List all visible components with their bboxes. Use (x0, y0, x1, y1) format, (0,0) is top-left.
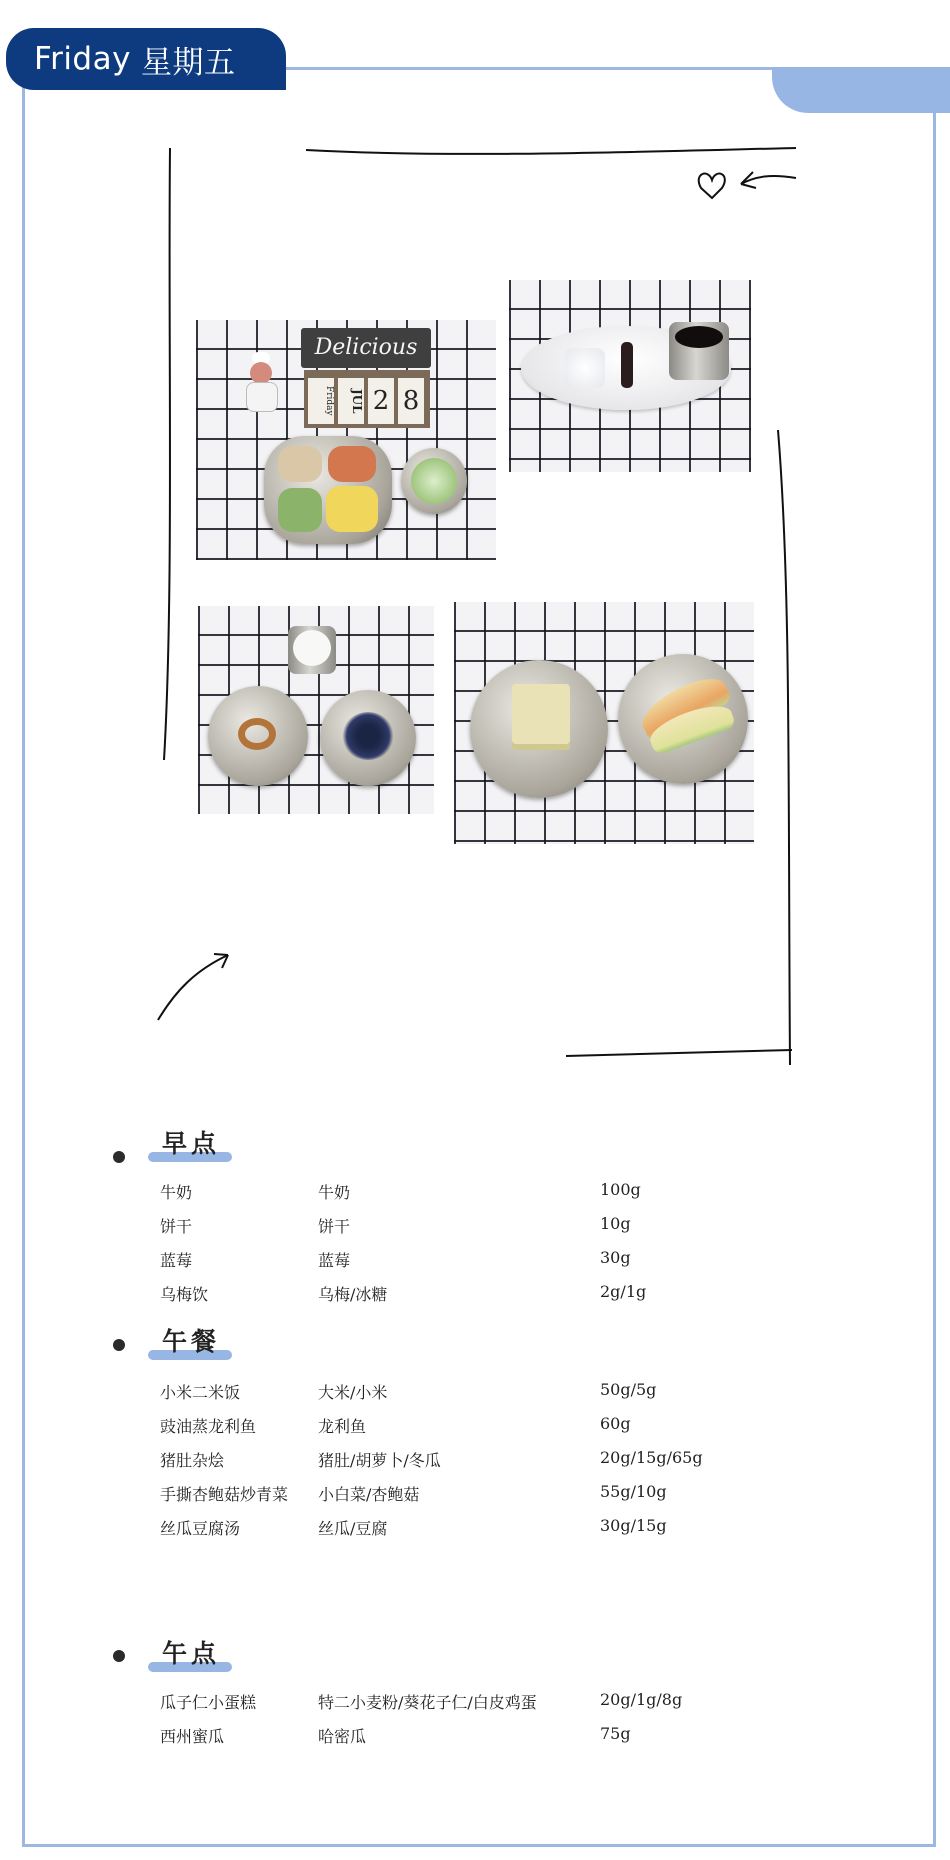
photo-collage (156, 140, 806, 1070)
milk-cup (288, 626, 336, 674)
photo-afternoon-snack (454, 602, 754, 844)
dish-amount: 20g/1g/8g (600, 1690, 683, 1709)
dish-amount: 30g/15g (600, 1516, 667, 1535)
biscuit-plate (208, 686, 308, 786)
calendar-month: JUL (350, 388, 364, 414)
dish-ingredients: 饼干 (318, 1217, 351, 1236)
dish-name: 猪肚杂烩 (160, 1451, 225, 1470)
dish-amount: 60g (600, 1414, 631, 1433)
dish-name: 饼干 (160, 1217, 193, 1236)
dish-ingredients: 龙利鱼 (318, 1417, 367, 1436)
dish-amount: 55g/10g (600, 1482, 667, 1501)
plum-drink-cup (669, 322, 729, 380)
lunch-title-text: 午餐 (162, 1327, 221, 1356)
corner-decoration (772, 67, 950, 113)
dish-name: 手撕杏鲍菇炒青菜 (160, 1485, 289, 1504)
calendar-digit-1: 2 (372, 386, 390, 416)
dish-name: 蓝莓 (160, 1251, 193, 1270)
snack-bullet (113, 1650, 125, 1662)
dish-amount: 10g (600, 1214, 631, 1233)
day-badge (6, 28, 286, 90)
breakfast-title-text: 早点 (162, 1129, 221, 1158)
melon-plate (618, 654, 748, 784)
blueberry-plate (320, 690, 416, 786)
dish-ingredients: 哈密瓜 (318, 1727, 367, 1746)
photo-morning-snack (198, 606, 434, 814)
dish-amount: 2g/1g (600, 1282, 647, 1301)
dish-ingredients: 小白菜/杏鲍菇 (318, 1485, 420, 1504)
sign-text: Delicious (314, 335, 418, 360)
lunch-bullet (113, 1339, 125, 1351)
dish-name: 瓜子仁小蛋糕 (160, 1693, 257, 1712)
dish-amount: 75g (600, 1724, 631, 1743)
lunch-title (148, 1322, 220, 1360)
dish-name: 西州蜜瓜 (160, 1727, 225, 1746)
dish-amount: 30g (600, 1248, 631, 1267)
snack-title (148, 1634, 220, 1672)
dish-ingredients: 猪肚/胡萝卜/冬瓜 (318, 1451, 441, 1470)
cucumber-bowl (401, 448, 467, 514)
day-chinese: 星期五 (140, 44, 236, 81)
photo-breakfast-drink (509, 280, 751, 472)
cake-plate (470, 660, 608, 798)
dish-ingredients: 蓝莓 (318, 1251, 351, 1270)
dish-name: 牛奶 (160, 1183, 193, 1202)
chef-figurine (240, 352, 280, 412)
dish-amount: 20g/15g/65g (600, 1448, 703, 1467)
dish-ingredients: 丝瓜/豆腐 (318, 1519, 388, 1538)
dish-ingredients: 大米/小米 (318, 1383, 388, 1402)
day-english: Friday (34, 41, 131, 77)
dish-name: 乌梅饮 (160, 1285, 209, 1304)
breakfast-bullet (113, 1151, 125, 1163)
dish-amount: 50g/5g (600, 1380, 657, 1399)
breakfast-title (148, 1124, 220, 1162)
calendar-blocks (304, 370, 430, 428)
snack-title-text: 午点 (162, 1639, 221, 1668)
dish-name: 小米二米饭 (160, 1383, 241, 1402)
dish-name: 豉油蒸龙利鱼 (160, 1417, 257, 1436)
dish-amount: 100g (600, 1180, 641, 1199)
calendar-weekday: Friday (324, 386, 334, 416)
dish-name: 丝瓜豆腐汤 (160, 1519, 241, 1538)
divided-lunch-tray (264, 436, 392, 544)
dish-ingredients: 乌梅/冰糖 (318, 1285, 388, 1304)
dish-ingredients: 牛奶 (318, 1183, 351, 1202)
dish-ingredients: 特二小麦粉/葵花子仁/白皮鸡蛋 (318, 1693, 537, 1712)
delicious-sign (301, 328, 431, 368)
calendar-digit-2: 8 (402, 386, 420, 416)
photo-lunch (196, 320, 496, 560)
